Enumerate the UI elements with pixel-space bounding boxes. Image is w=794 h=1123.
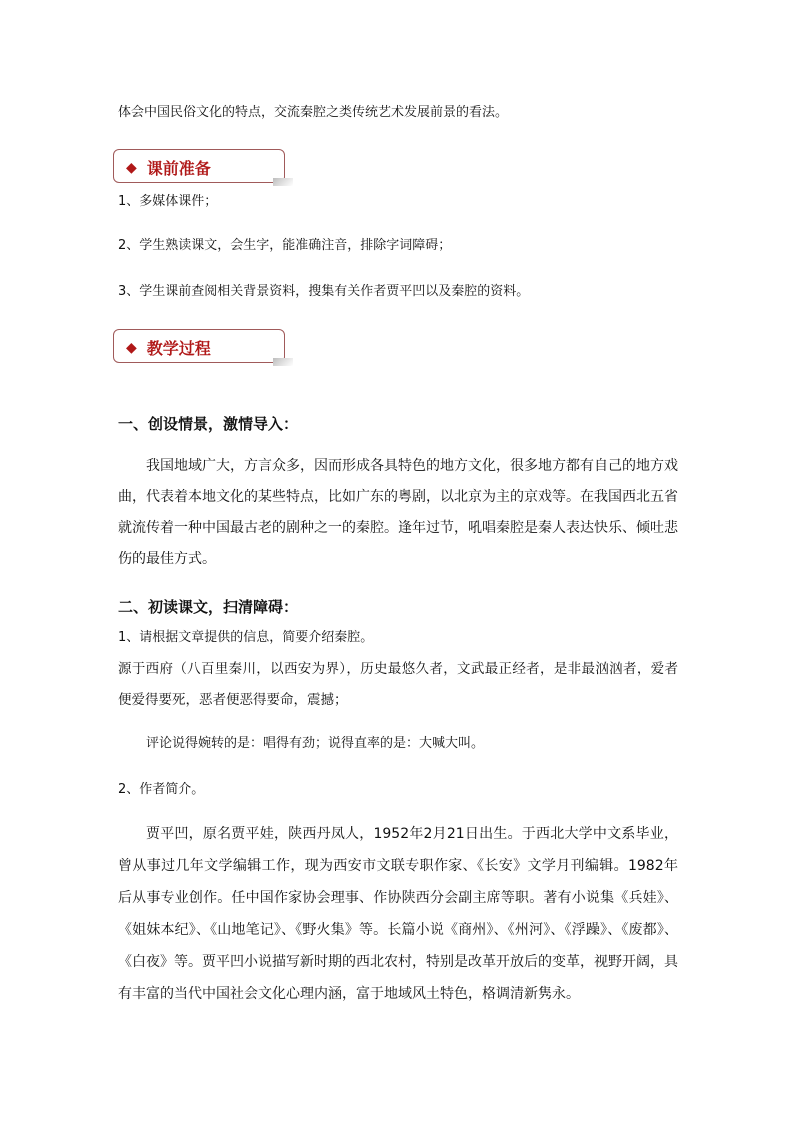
diamond-bullet-icon: ◆ — [126, 159, 137, 176]
part2-question-1: 1、请根据文章提供的信息，简要介绍秦腔。 — [118, 630, 374, 645]
part1-heading: 一、创设情景，激情导入： — [118, 415, 299, 433]
prep-item-3: 3、学生课前查阅相关背景资料，搜集有关作者贾平凹以及秦腔的资料。 — [118, 284, 530, 299]
part2-answer-1: 源于西府（八百里秦川，以西安为界），历史最悠久者，文武最正经者，是非最汹汹者，爱者便爱得要死，恶者便恶得要命，震撼； — [118, 661, 678, 708]
part2-answer-1-comment: 评论说得婉转的是：唱得有劲；说得直率的是：大喊大叫。 — [146, 736, 485, 751]
intro-line: 体会中国民俗文化的特点，交流秦腔之类传统艺术发展前景的看法。 — [118, 105, 509, 120]
author-bio-paragraph: 贾平凹，原名贾平娃，陕西丹凤人，1952年2月21日出生。于西北大学中文系毕业，曾从事过几年文学编辑工作，现为西安市文联专职作家、《长安》文学月刊编辑。1982年后从事专业创作。任中国作家协会理事、作协陕西分会副主席等职。著有小说集《兵娃》、《姐妹本纪》、《山地笔记》、《野火集》等。长篇小说《商州》、《州河》、《浮躁》、《废都》、《白夜》等。贾平凹小说描写新时期的西北农村，特别是改革开放后的变革，视野开阔，具有丰富的当代中国社会文化心理内涵，富于地域风土特色，格调清新隽永。 — [118, 826, 678, 1002]
section-header-prep — [113, 149, 285, 183]
section-title-process: 教学过程 — [146, 339, 211, 358]
section-title-prep: 课前准备 — [146, 159, 211, 178]
part1-paragraph: 我国地域广大，方言众多，因而形成各具特色的地方文化，很多地方都有自己的地方戏曲，代表着本地文化的某些特点，比如广东的粤剧，以北京为主的京戏等。在我国西北五省就流传着一种中国最古老的剧种之一的秦腔。逢年过节，吼唱秦腔是秦人表达快乐、倾吐悲伤的最佳方式。 — [118, 458, 678, 567]
diamond-bullet-icon: ◆ — [126, 339, 137, 356]
section-header-process — [113, 329, 285, 363]
prep-item-2: 2、学生熟读课文，会生字，能准确注音，排除字词障碍； — [118, 238, 452, 253]
part2-heading: 二、初读课文，扫清障碍： — [118, 598, 299, 616]
prep-item-1: 1、多媒体课件； — [118, 194, 218, 209]
section-shadow-decoration — [273, 358, 293, 366]
part2-question-2: 2、作者简介。 — [118, 782, 205, 797]
section-shadow-decoration — [273, 178, 293, 186]
